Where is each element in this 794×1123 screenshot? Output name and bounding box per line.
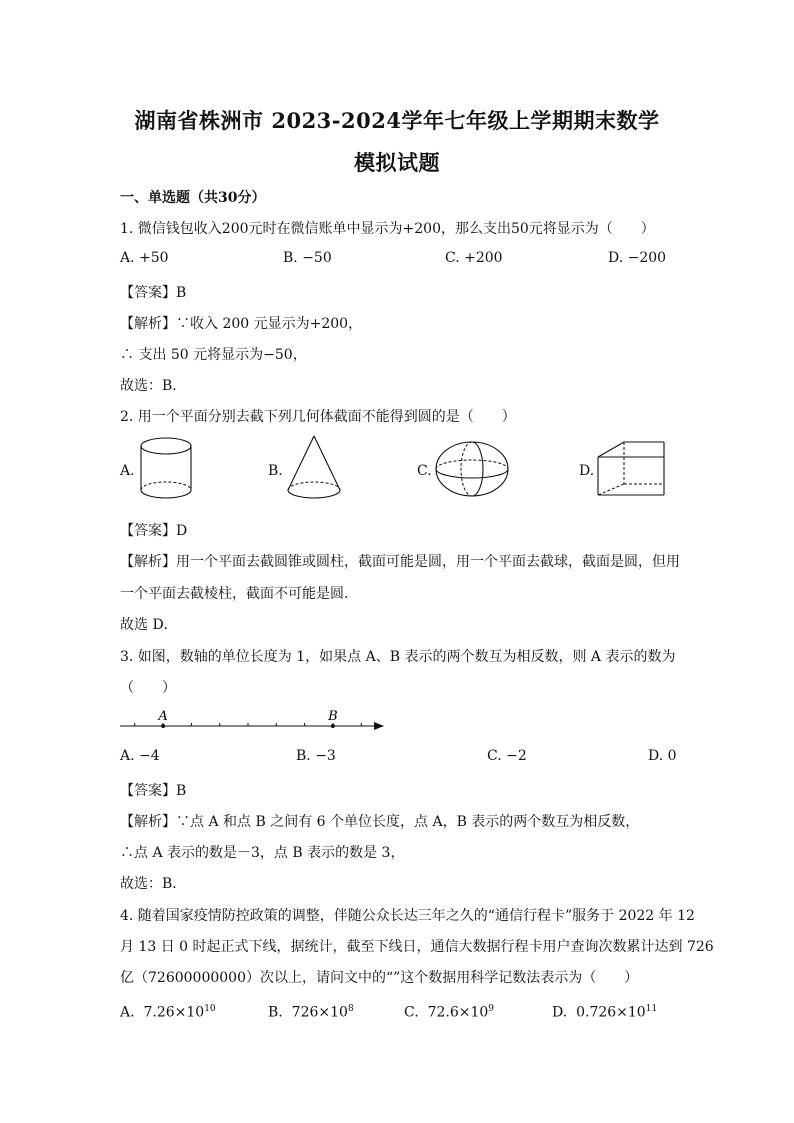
number-line-point <box>331 724 335 728</box>
cone-figure <box>283 434 345 504</box>
q4-option-b: B. $726\times 10^8$ <box>268 1004 354 1021</box>
q1-option-b: B. −50 <box>283 250 332 266</box>
q2-analysis-1: 【解析】用一个平面去截圆锥或圆柱，截面可能是圆，用一个平面去截球，截面是圆，但用 <box>120 554 680 570</box>
q1-analysis: 【解析】∵收入 200 元显示为+200， <box>120 316 363 332</box>
q3-analysis: 【解析】∵点 A 和点 B 之间有 6 个单位长度，点 A，B 表示的两个数互为相反数， <box>120 814 640 830</box>
q2-analysis-2: 一个平面去截棱柱，截面不可能是圆． <box>120 586 358 602</box>
q4-option-d: D. $0.726\times 10^{11}$ <box>552 1004 658 1021</box>
q2-conclusion: 故选 D． <box>120 617 178 633</box>
q2-option-b-label: B. <box>268 463 283 479</box>
q1-answer: 【答案】B <box>120 285 187 301</box>
q4-option-c: C. $72.6\times 10^9$ <box>404 1004 495 1021</box>
q1-option-c: C. +200 <box>445 250 503 266</box>
exam-subtitle: 模拟试题 <box>354 150 440 175</box>
q3-option-c: C. −2 <box>487 748 527 764</box>
number-line-point-label: B <box>328 709 338 724</box>
q1-option-d: D. −200 <box>608 250 667 266</box>
number-line <box>118 706 388 740</box>
q4-stem-3: 亿（72600000000）次以上，请问文中的“”这个数据用科学记数法表示为（ ） <box>120 970 639 986</box>
q4-stem-1: 4. 随着国家疫情防控政策的调整，伴随公众长达三年之久的“通信行程卡”服务于 2022 年 12 <box>120 908 695 924</box>
q3-conclusion: 故选：B． <box>120 876 187 892</box>
q1-option-a: A. +50 <box>120 250 169 266</box>
q3-step: ∴点 A 表示的数是－3，点 B 表示的数是 3， <box>120 845 405 861</box>
q2-answer: 【答案】D <box>120 523 188 539</box>
number-line-point <box>161 724 165 728</box>
q3-option-d: D. 0 <box>648 748 677 764</box>
q2-option-a-label: A. <box>120 463 135 479</box>
q1-step: ∴ 支出 50 元将显示为−50， <box>120 347 307 363</box>
q2-option-c-label: C. <box>417 463 432 479</box>
exam-title: 湖南省株洲市 2023-2024学年七年级上学期期末数学 <box>134 108 660 133</box>
triangular-prism-figure <box>594 438 674 500</box>
q2-stem: 2. 用一个平面分别去截下列几何体截面不能得到圆的是（ ） <box>120 409 516 425</box>
q2-option-d-label: D. <box>579 463 595 479</box>
cylinder-figure <box>136 434 196 504</box>
q3-stem-2: （ ） <box>120 680 176 696</box>
q4-stem-2: 月 13 日 0 时起正式下线，据统计，截至下线日，通信大数据行程卡用户查询次数累计达到 726 <box>120 939 714 955</box>
section-heading: 一、单选题（共30分） <box>120 190 266 206</box>
q3-stem-1: 3. 如图，数轴的单位长度为 1，如果点 A、B 表示的两个数互为相反数，则 A 表示的数为 <box>120 649 676 665</box>
q3-option-b: B. −3 <box>296 748 336 764</box>
q1-conclusion: 故选：B． <box>120 378 187 394</box>
sphere-figure <box>432 438 512 500</box>
number-line-point-label: A <box>158 709 168 724</box>
q3-option-a: A. −4 <box>120 748 160 764</box>
q4-option-a: A. $7.26\times 10^{10}$ <box>120 1004 216 1021</box>
q3-answer: 【答案】B <box>120 783 187 799</box>
q1-stem: 1. 微信钱包收入200元时在微信账单中显示为+200，那么支出50元将显示为（ ） <box>120 221 655 237</box>
